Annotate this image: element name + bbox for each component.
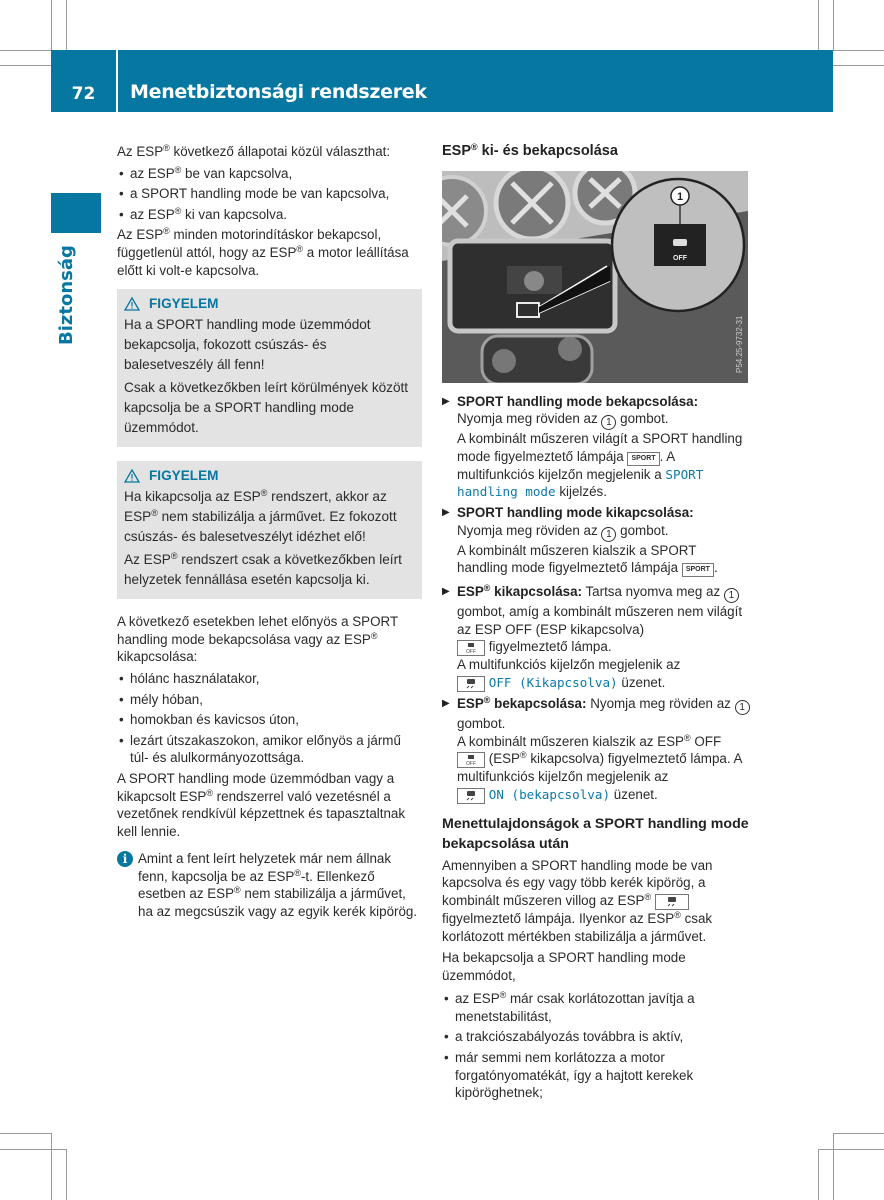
body-text: Ha bekapcsolja a SPORT handling mode üzemmódot, — [442, 950, 686, 983]
cases-list — [117, 670, 422, 767]
warning-text: Csak a következőkben leírt körülmények között kapcsolja be a SPORT handling mode üzemmódot. — [124, 380, 409, 436]
restart-note: Az ESP® minden motorindításkor bekapcsol, függetlenül attól, hogy az ESP® a motor leállítása előtt ki volt-e kapcsolva. — [117, 226, 409, 278]
warning-triangle-icon — [124, 297, 140, 311]
sport-lamp-icon: SPORT — [627, 452, 659, 466]
warning-text: Az ESP® rendszert csak a következőkben leírt helyzetek fennállása esetén kapcsolja ki. — [124, 551, 402, 588]
instruction-step: ▶ ESP® bekapcsolása: Nyomja meg röviden az 1 gombot. A kombinált műszeren kialszik az ESP® OFF OFF (ESP® kikapcsolva) figyelmeztető lámpa. A multifunkciós kijelzőn megjelenik az ON (bekapcsolva) üzenet. — [442, 695, 750, 804]
list-item: • az ESP® már csak korlátozottan javítja a menetstabilitást, — [442, 990, 750, 1025]
crop-mark — [51, 0, 52, 50]
effects-list — [442, 990, 750, 1102]
list-item: • mély hóban, — [117, 691, 422, 709]
list-item: • homokban és kavicsos úton, — [117, 711, 422, 729]
callout-1-icon: 1 — [601, 415, 616, 430]
svg-text:P54.25-9732-31: P54.25-9732-31 — [735, 315, 744, 373]
list-item: • a SPORT handling mode be van kapcsolva, — [117, 185, 422, 203]
display-message: ON (bekapcsolva) — [488, 786, 611, 802]
body-text: Amennyiben a SPORT handling mode be van kapcsolva és egy vagy több kerék kipörög, a kombinált műszeren villog az ESP® figyelmeztető lámpája. Ilyenkor az ESP® csak korlátozott mértékben stabilizálja a járművet. — [442, 857, 713, 944]
crop-mark — [833, 0, 834, 50]
crop-mark — [0, 65, 51, 66]
warning-title: FIGYELEM — [149, 296, 219, 312]
warning-text: Ha kikapcsolja az ESP® rendszert, akkor az ESP® nem stabilizálja a járművet. Ez fokozott csúszás- és balesetveszélyt idézhet elő! — [124, 488, 397, 545]
section-tab-label: Biztonság — [56, 245, 77, 345]
info-note — [117, 850, 422, 920]
list-item: • a trakciószabályozás továbbra is aktív, — [442, 1028, 750, 1046]
display-message: OFF (Kikapcsolva) — [488, 674, 618, 690]
dashboard-illustration — [442, 171, 748, 383]
crop-mark — [818, 1149, 884, 1150]
intro-text: Az ESP® következő állapotai közül választhat: — [117, 143, 391, 159]
callout-1-icon: 1 — [735, 700, 750, 715]
section-title: ESP® ki- és bekapcsolása — [442, 142, 618, 159]
list-item: • az ESP® be van kapcsolva, — [117, 165, 422, 183]
crop-mark — [833, 1133, 884, 1134]
esp-off-lamp-icon — [457, 752, 485, 768]
chapter-title: Menetbiztonsági rendszerek — [130, 81, 427, 103]
crop-mark — [51, 1133, 52, 1200]
instruction-step: ▶ SPORT handling mode bekapcsolása: Nyomja meg röviden az 1 gombot. A kombinált műszeren világít a SPORT handling mode figyelmeztető lámpája SPORT . A multifunkciós kijelzőn megjelenik a SPORT handling mode kijelzés. — [442, 393, 750, 501]
warning-title: FIGYELEM — [149, 468, 219, 484]
right-column — [442, 143, 750, 1105]
page-header — [51, 50, 833, 112]
crop-mark — [833, 65, 884, 66]
warning-text: Ha a SPORT handling mode üzemmódot bekapcsolja, fokozott csúszás- és balesetveszély áll fenn! — [124, 317, 371, 373]
list-item: • lezárt útszakaszokon, amikor előnyös a jármű túl- és alulkormányozottsága. — [117, 732, 422, 767]
esp-skid-icon — [655, 894, 689, 910]
crop-mark — [0, 1133, 51, 1134]
callout-1-icon: 1 — [724, 588, 739, 603]
svg-text:OFF: OFF — [673, 254, 687, 262]
list-item: • az ESP® ki van kapcsolva. — [117, 206, 422, 224]
header-divider — [116, 50, 118, 112]
list-item: • hólánc használatakor, — [117, 670, 422, 688]
svg-text:OFF: OFF — [466, 649, 476, 655]
subsection-title: Menettulajdonságok a SPORT handling mode bekapcsolása után — [442, 815, 749, 852]
svg-text:OFF: OFF — [466, 761, 476, 767]
callout-1-icon: 1 — [601, 527, 616, 542]
page-number: 72 — [71, 84, 96, 104]
crop-mark — [66, 1149, 67, 1200]
dashboard-photo — [442, 171, 748, 383]
warning-box — [117, 289, 422, 447]
instruction-step: ▶ ESP® kikapcsolása: Tartsa nyomva meg az 1 gombot, amíg a kombinált műszeren nem világít az ESP OFF (ESP kikapcsolva) OFF figyelmeztető lámpa. A multifunkciós kijelzőn megjelenik az OFF (Kikapcsolva) üzenet. — [442, 583, 750, 692]
esp-skid-icon — [457, 788, 485, 804]
esp-skid-icon — [457, 676, 485, 692]
list-item: • már semmi nem korlátozza a motor forgatónyomatékát, így a hajtott kerekek kipöröghetnek; — [442, 1049, 750, 1102]
sport-lamp-icon: SPORT — [682, 563, 714, 577]
instruction-step: ▶ SPORT handling mode kikapcsolása: Nyomja meg röviden az 1 gombot. A kombinált műszeren kialszik a SPORT handling mode figyelmeztető lámpája SPORT . — [442, 504, 750, 577]
driver-note: A SPORT handling mode üzemmódban vagy a kikapcsolt ESP® rendszerrel való vezetésnél a vezetőnek rendkívül képzettnek és tapasztaltnak kell lennie. — [117, 770, 406, 839]
section-tab-marker — [51, 193, 101, 233]
warning-box — [117, 461, 422, 599]
crop-mark — [0, 1149, 67, 1150]
crop-mark — [66, 0, 67, 50]
crop-mark — [818, 0, 819, 50]
cases-intro: A következő esetekben lehet előnyös a SPORT handling mode bekapcsolása vagy az ESP® kikapcsolása: — [117, 614, 398, 665]
crop-mark — [833, 50, 884, 51]
esp-off-lamp-icon — [457, 640, 485, 656]
left-column — [117, 143, 422, 921]
warning-triangle-icon — [124, 469, 140, 483]
svg-text:1: 1 — [676, 190, 684, 203]
crop-mark — [0, 50, 51, 51]
info-text: Amint a fent leírt helyzetek már nem állnak fenn, kapcsolja be az ESP®-t. Ellenkező esetben az ESP® nem stabilizálja a járművet, ha az megcsúszik vagy az egyik kerék kipörög. — [138, 851, 418, 920]
crop-mark — [818, 1149, 819, 1200]
crop-mark — [833, 1133, 834, 1200]
esp-states-list — [117, 165, 422, 224]
info-icon: i — [117, 851, 133, 867]
display-message: SPORT handling mode — [457, 466, 704, 500]
